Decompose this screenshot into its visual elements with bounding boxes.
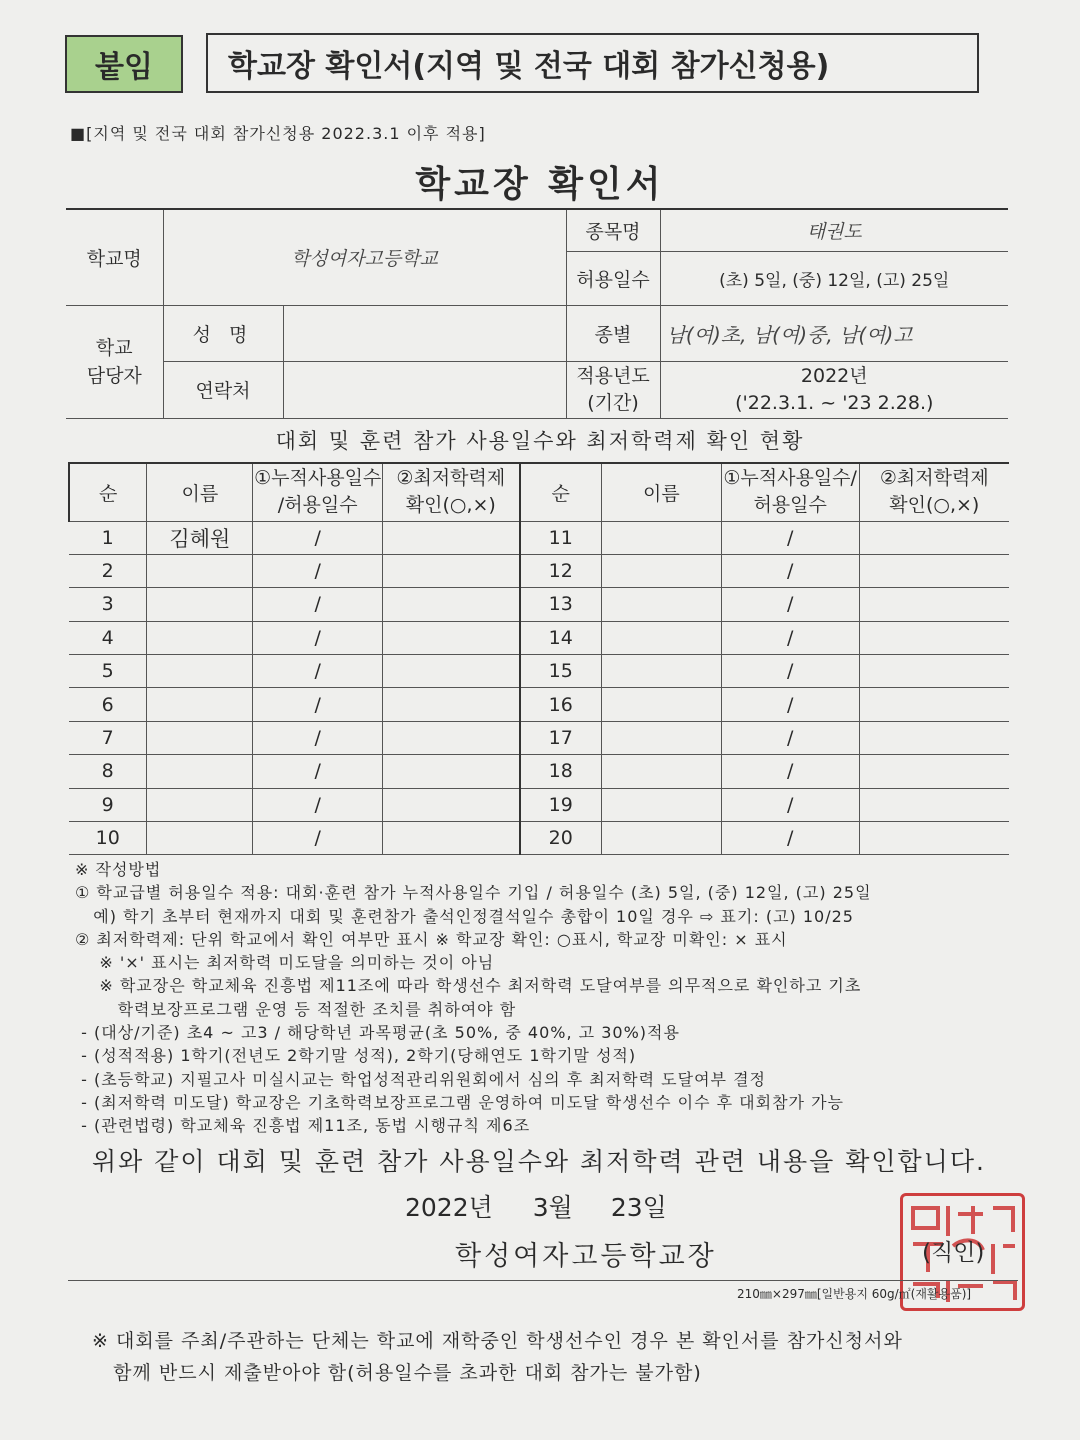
manager-label-line1: 학교 xyxy=(95,336,133,359)
days-cell-right[interactable]: / xyxy=(721,554,859,587)
name-cell-right[interactable] xyxy=(601,621,721,654)
days-cell-right[interactable]: / xyxy=(721,655,859,688)
seq-cell-right: 11 xyxy=(520,521,602,554)
note-line: ※ '×' 표시는 최저학력 미도달을 의미하는 것이 아님 xyxy=(75,953,495,973)
academic-cell[interactable] xyxy=(383,554,520,587)
seq-cell-right: 16 xyxy=(520,688,602,721)
name-cell[interactable] xyxy=(147,688,253,721)
name-cell-right[interactable] xyxy=(601,655,721,688)
signature-date xyxy=(405,1188,667,1224)
year-label-line2: (기간) xyxy=(587,391,639,414)
manager-contact-field[interactable] xyxy=(283,361,566,418)
seq-cell: 5 xyxy=(69,655,147,688)
table-row xyxy=(69,788,1009,821)
note-line: ※ 학교장은 학교체육 진흥법 제11조에 따라 학생선수 최저학력 도달여부를 의무적으로 확인하고 기초 xyxy=(75,976,862,996)
gender-label: 종별 xyxy=(566,305,660,361)
footer-note xyxy=(92,1325,903,1389)
table-header-row xyxy=(69,463,1009,521)
name-cell[interactable] xyxy=(147,721,253,754)
days-cell-right[interactable]: / xyxy=(721,788,859,821)
table-row xyxy=(69,655,1009,688)
academic-cell-right[interactable] xyxy=(859,621,1009,654)
form-subtitle: ■[지역 및 전국 대회 참가신청용 2022.3.1 이후 적용] xyxy=(70,124,486,143)
seq-cell: 9 xyxy=(69,788,147,821)
days-cell-right[interactable]: / xyxy=(721,521,859,554)
header-days xyxy=(253,463,383,521)
note-line: - (성적적용) 1학기(전년도 2학기말 성적), 2학기(당해연도 1학기말 성적) xyxy=(75,1046,637,1066)
date-year: 2022년 xyxy=(405,1193,493,1222)
allowed-days-value: (초) 5일, (중) 12일, (고) 25일 xyxy=(660,251,1008,305)
header-academic-right-line2: 확인(○,×) xyxy=(889,494,980,517)
seq-cell: 3 xyxy=(69,588,147,621)
seq-cell-right: 18 xyxy=(520,755,602,788)
header-days-line1: ①누적사용일수 xyxy=(254,467,382,490)
manager-contact-label: 연락처 xyxy=(163,361,283,418)
header-academic-right xyxy=(859,463,1009,521)
manager-label xyxy=(66,305,163,418)
academic-cell-right[interactable] xyxy=(859,822,1009,855)
seq-cell-right: 14 xyxy=(520,621,602,654)
academic-cell-right[interactable] xyxy=(859,755,1009,788)
header-days-right xyxy=(721,463,859,521)
academic-cell-right[interactable] xyxy=(859,521,1009,554)
days-cell[interactable]: / xyxy=(253,521,383,554)
name-cell[interactable] xyxy=(147,588,253,621)
date-month: 3월 xyxy=(532,1193,573,1222)
table-row xyxy=(69,755,1009,788)
name-cell[interactable] xyxy=(147,788,253,821)
table-row xyxy=(69,588,1009,621)
name-cell-right[interactable] xyxy=(601,755,721,788)
sport-value: 태권도 xyxy=(660,209,1008,251)
footer-line-2: 함께 반드시 제출받아야 함(허용일수를 초과한 대회 참가는 불가함) xyxy=(92,1362,702,1384)
academic-cell-right[interactable] xyxy=(859,688,1009,721)
date-day: 23일 xyxy=(610,1193,667,1222)
seq-cell: 10 xyxy=(69,822,147,855)
usage-table xyxy=(68,462,1009,855)
name-cell-right[interactable] xyxy=(601,521,721,554)
seq-cell-right: 13 xyxy=(520,588,602,621)
name-cell[interactable] xyxy=(147,822,253,855)
note-line: - (관련법령) 학교체육 진흥법 제11조, 동법 시행규칙 제6조 xyxy=(75,1116,531,1136)
days-cell-right[interactable]: / xyxy=(721,688,859,721)
header-days-right-line2: 허용일수 xyxy=(753,494,827,517)
header-academic-right-line1: ②최저학력제 xyxy=(879,467,989,490)
header-name: 이름 xyxy=(147,463,253,521)
note-line: 예) 학기 초부터 현재까지 대회 및 훈련참가 출석인정결석일수 총합이 10일 경우 ⇨ 표기: (고) 10/25 xyxy=(75,906,854,926)
days-cell[interactable]: / xyxy=(253,755,383,788)
days-cell[interactable]: / xyxy=(253,721,383,754)
note-line: ① 학교급별 허용일수 적용: 대회·훈련 참가 누적사용일수 기입 / 허용일수 (초) 5일, (중) 12일, (고) 25일 xyxy=(75,883,872,903)
seq-cell: 6 xyxy=(69,688,147,721)
footer-line-1: ※ 대회를 주최/주관하는 단체는 학교에 재학중인 학생선수인 경우 본 확인서를 참가신청서와 xyxy=(92,1330,903,1352)
seq-cell: 2 xyxy=(69,554,147,587)
divider xyxy=(68,1280,1018,1281)
note-line: ② 최저학력제: 단위 학교에서 확인 여부만 표시 ※ 학교장 확인: ○표시, 학교장 미확인: × 표시 xyxy=(75,929,788,949)
section-title: 대회 및 훈련 참가 사용일수와 최저학력제 확인 현황 xyxy=(275,429,805,453)
name-cell[interactable] xyxy=(147,554,253,587)
days-cell[interactable]: / xyxy=(253,588,383,621)
attachment-tag: 붙임 xyxy=(65,35,183,93)
year-label xyxy=(566,361,660,418)
header-academic-line2: 확인(○,×) xyxy=(405,494,496,517)
name-cell-right[interactable] xyxy=(601,588,721,621)
academic-cell[interactable] xyxy=(383,655,520,688)
confirmation-statement: 위와 같이 대회 및 훈련 참가 사용일수와 최저학력 관련 내용을 확인합니다. xyxy=(92,1147,986,1176)
paper-spec: 210㎜×297㎜[일반용지 60g/㎡(재활용품)] xyxy=(737,1287,972,1301)
header-name-right: 이름 xyxy=(601,463,721,521)
info-table xyxy=(66,208,1008,419)
seq-cell: 7 xyxy=(69,721,147,754)
days-cell-right[interactable]: / xyxy=(721,822,859,855)
year-value-line2: ('22.3.1. ~ '23 2.28.) xyxy=(735,391,934,414)
name-cell-right[interactable] xyxy=(601,554,721,587)
seq-cell: 1 xyxy=(69,521,147,554)
note-line: - (대상/기준) 초4 ~ 고3 / 해당학년 과목평균(초 50%, 중 40%, 고 30%)적용 xyxy=(75,1023,680,1043)
academic-cell[interactable] xyxy=(383,788,520,821)
academic-cell-right[interactable] xyxy=(859,721,1009,754)
table-row xyxy=(69,521,1009,554)
academic-cell[interactable] xyxy=(383,621,520,654)
academic-cell[interactable] xyxy=(383,721,520,754)
school-label: 학교명 xyxy=(66,209,163,305)
academic-cell-right[interactable] xyxy=(859,588,1009,621)
seq-cell-right: 15 xyxy=(520,655,602,688)
days-cell[interactable]: / xyxy=(253,688,383,721)
manager-label-line2: 담당자 xyxy=(86,364,142,387)
manager-name-label: 성 명 xyxy=(163,305,283,361)
header-academic-line1: ②최저학력제 xyxy=(396,467,506,490)
header-academic xyxy=(383,463,520,521)
table-row xyxy=(69,621,1009,654)
year-label-line1: 적용년도 xyxy=(576,364,650,387)
header-days-right-line1: ①누적사용일수/ xyxy=(723,467,857,490)
academic-cell-right[interactable] xyxy=(859,655,1009,688)
page-title: 학교장 확인서 xyxy=(415,164,665,205)
academic-cell[interactable] xyxy=(383,822,520,855)
name-cell[interactable]: 김혜원 xyxy=(147,521,253,554)
note-line: 학력보장프로그램 운영 등 적절한 조치를 취하여야 함 xyxy=(75,999,517,1019)
days-cell-right[interactable]: / xyxy=(721,588,859,621)
seal-mark: (직인) xyxy=(922,1240,985,1266)
seq-cell-right: 17 xyxy=(520,721,602,754)
seq-cell-right: 20 xyxy=(520,822,602,855)
name-cell[interactable] xyxy=(147,755,253,788)
gender-value: 남(여)초, 남(여)중, 남(여)고 xyxy=(660,305,1008,361)
allowed-days-label: 허용일수 xyxy=(566,251,660,305)
days-cell[interactable]: / xyxy=(253,822,383,855)
table-row xyxy=(69,822,1009,855)
name-cell-right[interactable] xyxy=(601,721,721,754)
academic-cell[interactable] xyxy=(383,521,520,554)
note-line: - (최저학력 미도달) 학교장은 기초학력보장프로그램 운영하여 미도달 학생선수 이수 후 대회참가 가능 xyxy=(75,1092,844,1112)
table-row xyxy=(69,721,1009,754)
academic-cell[interactable] xyxy=(383,588,520,621)
days-cell[interactable]: / xyxy=(253,621,383,654)
year-value xyxy=(660,361,1008,418)
days-cell[interactable]: / xyxy=(253,655,383,688)
note-line: ※ 작성방법 xyxy=(75,860,162,879)
principal-signature: 학성여자고등학교장 xyxy=(455,1241,717,1272)
seq-cell-right: 12 xyxy=(520,554,602,587)
days-cell[interactable]: / xyxy=(253,554,383,587)
note-line: - (초등학교) 지필고사 미실시교는 학업성적관리위원회에서 심의 후 최저학력 도달여부 결정 xyxy=(75,1069,766,1089)
name-cell[interactable] xyxy=(147,655,253,688)
header-days-line2: /허용일수 xyxy=(277,494,358,517)
name-cell-right[interactable] xyxy=(601,822,721,855)
academic-cell[interactable] xyxy=(383,688,520,721)
header-seq: 순 xyxy=(69,463,147,521)
year-value-line1: 2022년 xyxy=(800,364,868,387)
days-cell[interactable]: / xyxy=(253,788,383,821)
table-row xyxy=(69,688,1009,721)
days-cell-right[interactable]: / xyxy=(721,721,859,754)
academic-cell-right[interactable] xyxy=(859,554,1009,587)
manager-name-field[interactable] xyxy=(283,305,566,361)
name-cell-right[interactable] xyxy=(601,788,721,821)
seq-cell: 8 xyxy=(69,755,147,788)
academic-cell-right[interactable] xyxy=(859,788,1009,821)
seq-cell-right: 19 xyxy=(520,788,602,821)
academic-cell[interactable] xyxy=(383,755,520,788)
seq-cell: 4 xyxy=(69,621,147,654)
days-cell-right[interactable]: / xyxy=(721,755,859,788)
table-row xyxy=(69,554,1009,587)
school-value: 학성여자고등학교 xyxy=(163,209,566,305)
header-title: 학교장 확인서(지역 및 전국 대회 참가신청용) xyxy=(206,33,979,93)
sport-label: 종목명 xyxy=(566,209,660,251)
name-cell[interactable] xyxy=(147,621,253,654)
instructions xyxy=(75,858,1025,1138)
name-cell-right[interactable] xyxy=(601,688,721,721)
header-seq-right: 순 xyxy=(520,463,602,521)
days-cell-right[interactable]: / xyxy=(721,621,859,654)
